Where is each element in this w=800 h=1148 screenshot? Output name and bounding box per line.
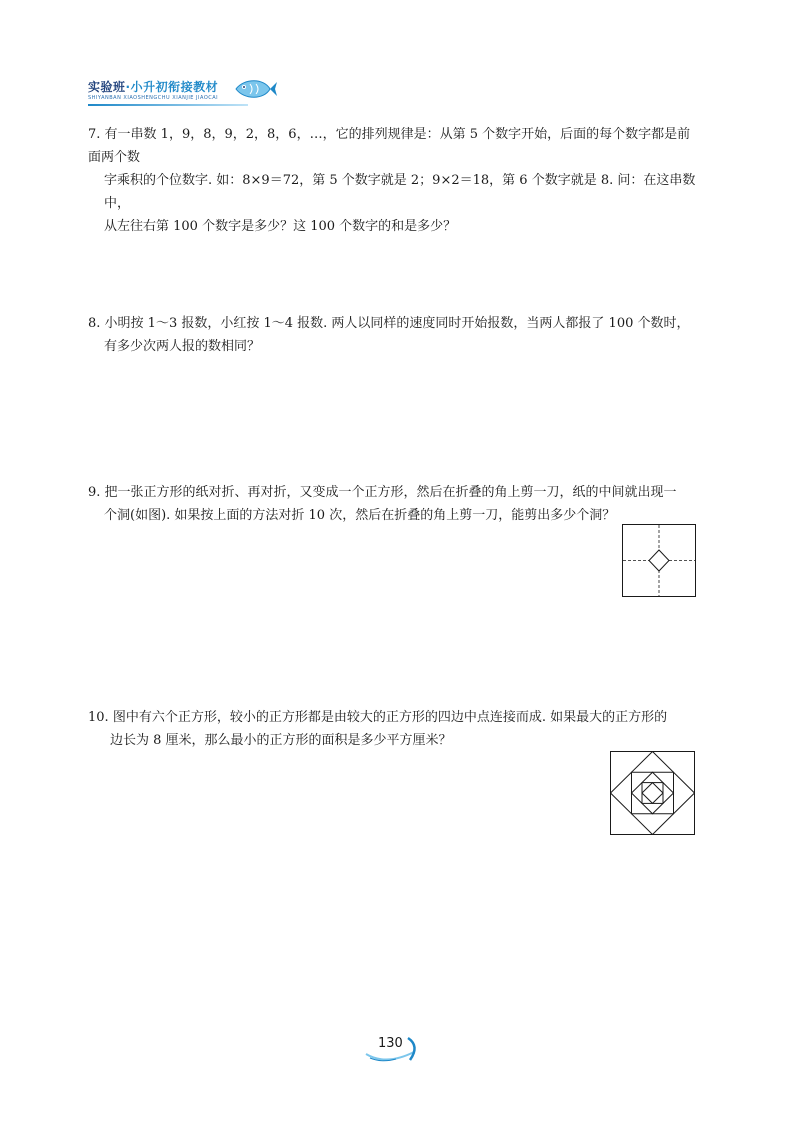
problem-text: 小明按 1～3 报数，小红按 1～4 报数. 两人以同样的速度同时开始报数，当两人都报了 100 个数时， — [104, 316, 690, 331]
series-title-left: 实验班 — [88, 80, 126, 94]
folded-paper-figure — [622, 524, 696, 597]
problem-line: 个洞(如图). 如果按上面的方法对折 10 次，然后在折叠的角上剪一刀，能剪出多少个洞？ — [104, 508, 616, 523]
problem-line: 字乘积的个位数字. 如：8×9＝72，第 5 个数字就是 2；9×2＝18，第 6 个数字就是 8. 问：在这串数中， — [104, 173, 696, 211]
problem-number: 9. — [88, 485, 101, 500]
header-underline — [88, 104, 248, 106]
page-number — [362, 1032, 442, 1066]
series-title-separator: · — [125, 80, 131, 94]
page-header — [88, 78, 288, 114]
problem-text: 图中有六个正方形，较小的正方形都是由较大的正方形的四边中点连接而成. 如果最大的正方形的 — [112, 710, 668, 725]
problem-7 — [88, 123, 700, 238]
problem-line — [88, 481, 700, 504]
problem-line: 从左往右第 100 个数字是多少？这 100 个数字的和是多少？ — [104, 219, 457, 234]
series-subtitle: SHIYANBAN XIAOSHENGCHU XIANJIE JIAOCAI — [88, 95, 219, 101]
problem-number: 10. — [88, 710, 109, 725]
series-title — [88, 78, 218, 95]
problem-line — [88, 312, 700, 335]
problem-line: 边长为 8 厘米，那么最小的正方形的面积是多少平方厘米？ — [110, 733, 452, 748]
problem-text: 把一张正方形的纸对折、再对折，又变成一个正方形，然后在折叠的角上剪一刀，纸的中间就出现一 — [104, 485, 677, 500]
problem-line — [88, 706, 700, 729]
problem-9 — [88, 481, 700, 527]
series-title-right: 小升初衔接教材 — [130, 80, 219, 94]
problem-line — [88, 123, 700, 169]
problem-line: 有多少次两人报的数相同？ — [104, 339, 261, 354]
problem-8 — [88, 312, 700, 358]
problem-number: 8. — [88, 316, 101, 331]
problem-10 — [88, 706, 700, 752]
page-number-text: 130 — [378, 1036, 403, 1051]
fish-logo-icon — [230, 74, 278, 104]
problem-text: 有一串数 1，9，8，9，2，8，6，…，它的排列规律是：从第 5 个数字开始，后面的每个数字都是前面两个数 — [88, 127, 691, 165]
nested-squares-figure — [610, 751, 695, 835]
problem-number: 7. — [88, 127, 101, 142]
